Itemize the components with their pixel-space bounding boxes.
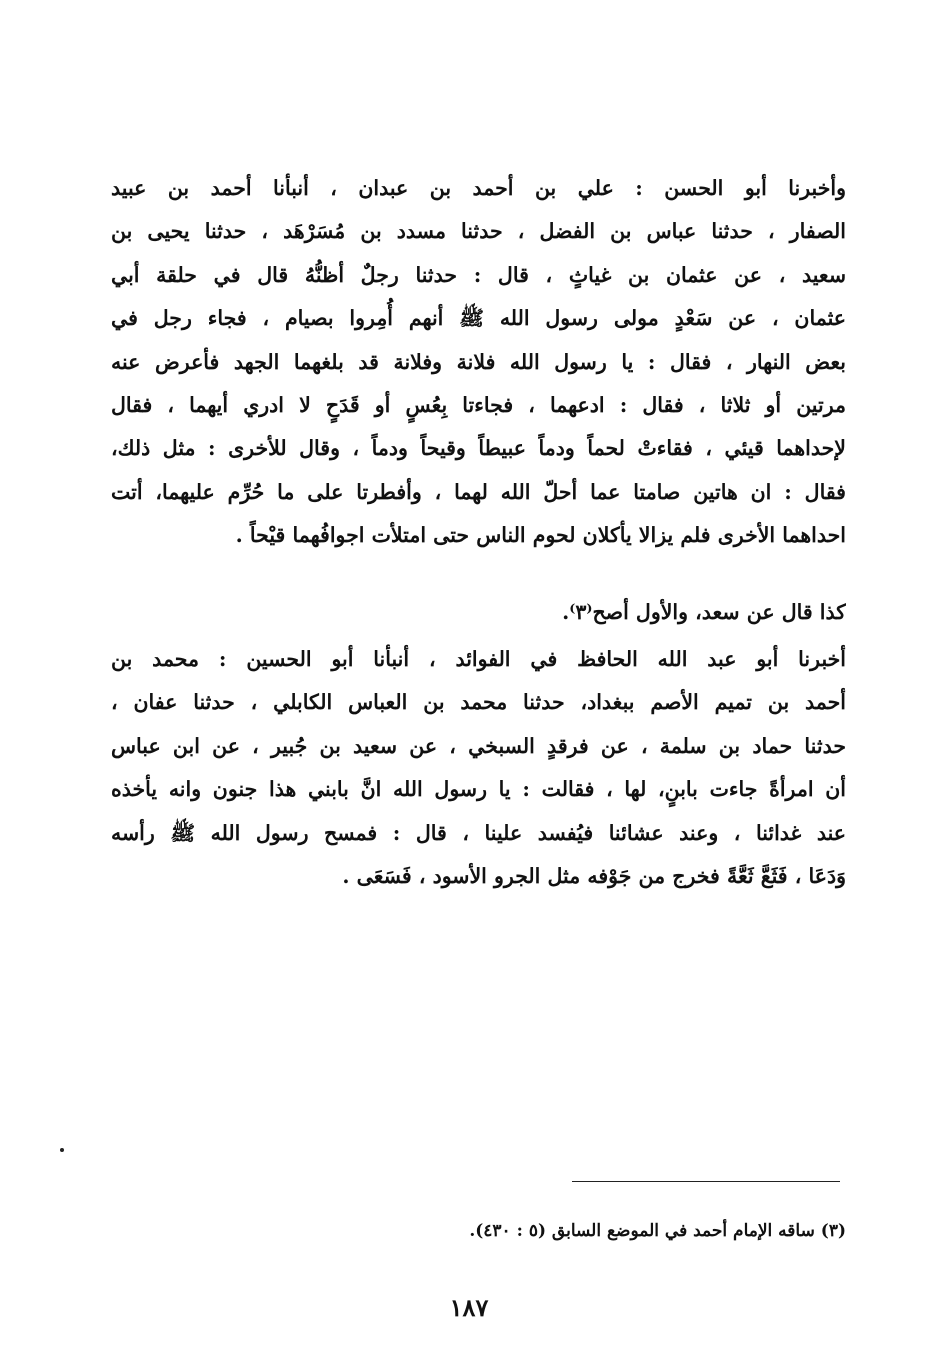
paragraph-note <box>111 591 846 634</box>
text-line: أحمد بن تميم الأصم ببغداد، حدثنا محمد بن العباس الكابلي ، حدثنا عفان ، <box>111 690 846 715</box>
paragraph-ibn-abbas-hadith <box>111 638 846 898</box>
text-line: احداهما الأخرى فلم يزالا يأكلان لحوم الناس حتى امتلأت اجوافُهما قيْحاً . <box>235 523 846 548</box>
text-line: كذا قال عن سعد، والأول أصح⁽٣⁾. <box>562 600 846 624</box>
text-line: حدثنا حماد بن سلمة ، عن فرقدٍ السبخي ، عن سعيد بن جُبير ، عن ابن عباس <box>111 733 846 758</box>
text-line: عثمان ، عن سَعْدٍ مولى رسول الله ﷺ أنهم أُمِروا بصيام ، فجاء رجل في <box>111 306 846 331</box>
text-line: وأخبرنا أبو الحسن : علي بن أحمد بن عبدان ، أنبأنا أحمد بن عبيد <box>111 176 846 200</box>
page-number: ١٨٧ <box>449 1293 489 1322</box>
text-line: وَدَعَا ، فَثَعَّ ثَعَّةً فخرج من جَوْفه مثل الجرو الأسود ، فَسَعَى . <box>342 863 846 888</box>
paragraph-saad-hadith <box>111 167 846 558</box>
text-line: الصفار ، حدثنا عباس بن الفضل ، حدثنا مسدد بن مُسَرْهَد ، حدثنا يحيى بن <box>111 219 846 244</box>
text-line: مرتين أو ثلاثا ، فقال : ادعهما ، فجاءتا بِعُسٍ أو قَدَحٍ لا ادري أيهما ، فقال <box>111 392 846 417</box>
text-line: لإحداهما قيئي ، فقاءتْ لحماً ودماً عبيطاً وقيحاً ودماً ، وقال للأخرى : مثل ذلك، <box>111 436 846 461</box>
page-speck <box>60 1148 64 1152</box>
text-line: سعيد ، عن عثمان بن غياثٍ ، قال : حدثنا رجلٌ أظنُّهُ قال في حلقة أبي <box>111 262 846 287</box>
text-line: فقال : ان هاتين صامتا عما أحلّ الله لهما ، وأفطرتا على ما حُرِّم عليهما، أتت <box>111 479 846 504</box>
text-line: عند غدائنا ، وعند عشائنا فيُفسد علينا ، قال : فمسح رسول الله ﷺ رأسه <box>111 820 846 845</box>
text-line: بعض النهار ، فقال : يا رسول الله فلانة وفلانة قد بلغهما الجهد فأعرض عنه <box>111 349 846 374</box>
footnote-divider <box>572 1181 840 1182</box>
text-line: أن امرأةً جاءت بابنٍ، لها ، فقالت : يا رسول الله انَّ بابني هذا جنون وانه يأخذه <box>111 777 846 802</box>
text-line: أخبرنا أبو عبد الله الحافظ في الفوائد ، أنبأنا أبو الحسين : محمد بن <box>111 647 846 671</box>
footnote: (٣) ساقه الإمام أحمد في الموضع السابق (٥ : ٤٣٠). <box>469 1221 846 1241</box>
